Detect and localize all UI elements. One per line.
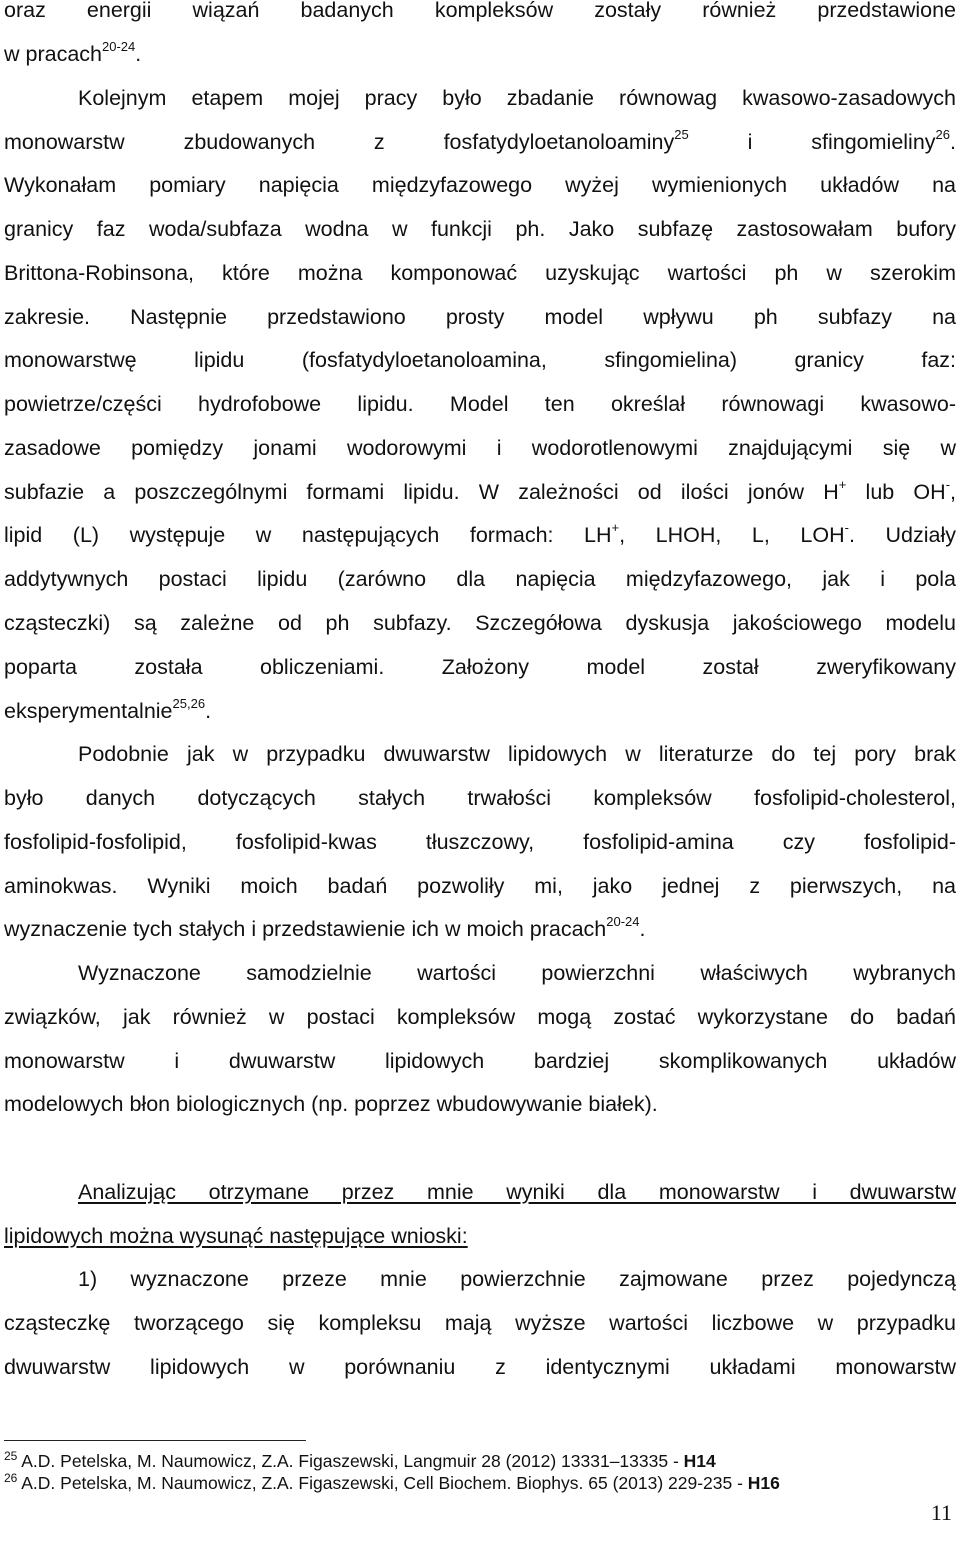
citation-superscript: 26: [935, 127, 951, 142]
text-line: cząsteczkę tworzącego się kompleksu mają wyższe wartości liczbowe w przypadku: [4, 1311, 956, 1335]
text-line: [4, 478, 956, 506]
text-line: granicy faz woda/subfaza wodna w funkcji ph. Jako subfazę zastosowałam bufory: [4, 217, 956, 241]
text-line: zasadowe pomiędzy jonami wodorowymi i wodorotlenowymi znajdującymi się w: [4, 436, 956, 460]
underlined-text: lipidowych można wysunąć następujące wnioski:: [4, 1224, 468, 1248]
text-line: było danych dotyczących stałych trwałości kompleksów fosfolipid-cholesterol,: [4, 786, 956, 810]
text-line: addytywnych postaci lipidu (zarówno dla napięcia międzyfazowego, jak i pola: [4, 567, 956, 591]
text-line: aminokwas. Wyniki moich badań pozwoliły mi, jako jednej z pierwszych, na: [4, 874, 956, 898]
footnote-number: 25: [4, 1449, 18, 1463]
text-line: dwuwarstw lipidowych w porównaniu z identycznymi układami monowarstw: [4, 1355, 956, 1379]
text-span: w pracach: [4, 42, 102, 66]
text-line: Kolejnym etapem mojej pracy było zbadanie równowag kwasowo-zasadowych: [78, 86, 956, 110]
text-span: . Udziały: [848, 523, 956, 547]
text-span: subfazie a poszczególnymi formami lipidu. W zależności od ilości jonów H: [4, 480, 839, 504]
text-span: .: [135, 42, 142, 66]
text-span: .: [950, 130, 956, 154]
text-line: zakresie. Następnie przedstawiono prosty model wpływu ph subfazy na: [4, 305, 956, 329]
text-line: [4, 40, 956, 68]
text-line: [4, 128, 956, 156]
text-line: Podobnie jak w przypadku dwuwarstw lipidowych w literaturze do tej pory brak: [78, 742, 956, 766]
text-line: oraz energii wiązań badanych kompleksów zostały również przedstawione: [4, 0, 956, 22]
text-span: lipid (L) występuje w następujących formach: LH: [4, 523, 612, 547]
text-span: monowarstw zbudowanych z fosfatydyloetanoloaminy: [4, 130, 675, 154]
text-span: , LHOH, L, LOH: [619, 523, 845, 547]
text-line: Wykonałam pomiary napięcia międzyfazowego wyżej wymienionych układów na: [4, 173, 956, 197]
text-line: [4, 697, 956, 725]
footnote-code: H14: [683, 1451, 716, 1471]
text-line: [4, 915, 956, 943]
page-number: 11: [930, 1500, 952, 1525]
conclusions-heading-line: Analizując otrzymane przez mnie wyniki dla monowarstw i dwuwarstw: [78, 1180, 956, 1204]
text-line: 1) wyznaczone przeze mnie powierzchnie zajmowane przez pojedynczą: [78, 1267, 956, 1291]
conclusions-heading-line: [4, 1222, 956, 1250]
citation-superscript: 20-24: [102, 39, 136, 54]
text-span: wyznaczenie tych stałych i przedstawienie ich w moich pracach: [4, 917, 607, 941]
text-span: .: [205, 699, 212, 723]
footnote-separator: [4, 1440, 306, 1441]
footnote-text: A.D. Petelska, M. Naumowicz, Z.A. Figaszewski, Cell Biochem. Biophys. 65 (2013) 229-235 -: [17, 1473, 748, 1493]
text-span: eksperymentalnie: [4, 699, 173, 723]
charge-superscript: -: [945, 477, 951, 492]
text-line: poparta została obliczeniami. Założony model został zweryfikowany: [4, 655, 956, 679]
charge-superscript: +: [838, 477, 847, 492]
text-line: Wyznaczone samodzielnie wartości powierzchni właściwych wybranych: [78, 961, 956, 985]
text-line: fosfolipid-fosfolipid, fosfolipid-kwas tłuszczowy, fosfolipid-amina czy fosfolipid-: [4, 830, 956, 854]
footnote: [4, 1472, 956, 1494]
text-line: [4, 521, 956, 549]
text-line: cząsteczki) są zależne od ph subfazy. Szczegółowa dyskusja jakościowego modelu: [4, 611, 956, 635]
text-line: związków, jak również w postaci kompleksów mogą zostać wykorzystane do badań: [4, 1005, 956, 1029]
footnote-code: H16: [747, 1473, 780, 1493]
footnote-number: 26: [4, 1471, 18, 1485]
citation-superscript: 20-24: [606, 914, 640, 929]
text-line: monowarstw i dwuwarstw lipidowych bardziej skomplikowanych układów: [4, 1049, 956, 1073]
text-line: modelowych błon biologicznych (np. poprzez wbudowywanie białek).: [4, 1092, 658, 1116]
citation-superscript: 25: [674, 127, 689, 142]
text-span: .: [639, 917, 646, 941]
citation-superscript: 25,26: [172, 696, 206, 711]
text-line: monowarstwę lipidu (fosfatydyloetanoloamina, sfingomielina) granicy faz:: [4, 348, 956, 372]
footnote-text: A.D. Petelska, M. Naumowicz, Z.A. Figaszewski, Langmuir 28 (2012) 13331–13335 -: [17, 1451, 684, 1471]
text-line: powietrze/części hydrofobowe lipidu. Model ten określał równowagi kwasowo-: [4, 392, 956, 416]
text-span: i sfingomieliny: [688, 130, 936, 154]
text-line: Brittona-Robinsona, które można komponować uzyskując wartości ph w szerokim: [4, 261, 956, 285]
text-span: ,: [950, 480, 957, 504]
text-span: lub OH: [846, 480, 946, 504]
charge-superscript: +: [611, 520, 620, 535]
charge-superscript: -: [844, 520, 849, 535]
footnote: [4, 1450, 956, 1472]
